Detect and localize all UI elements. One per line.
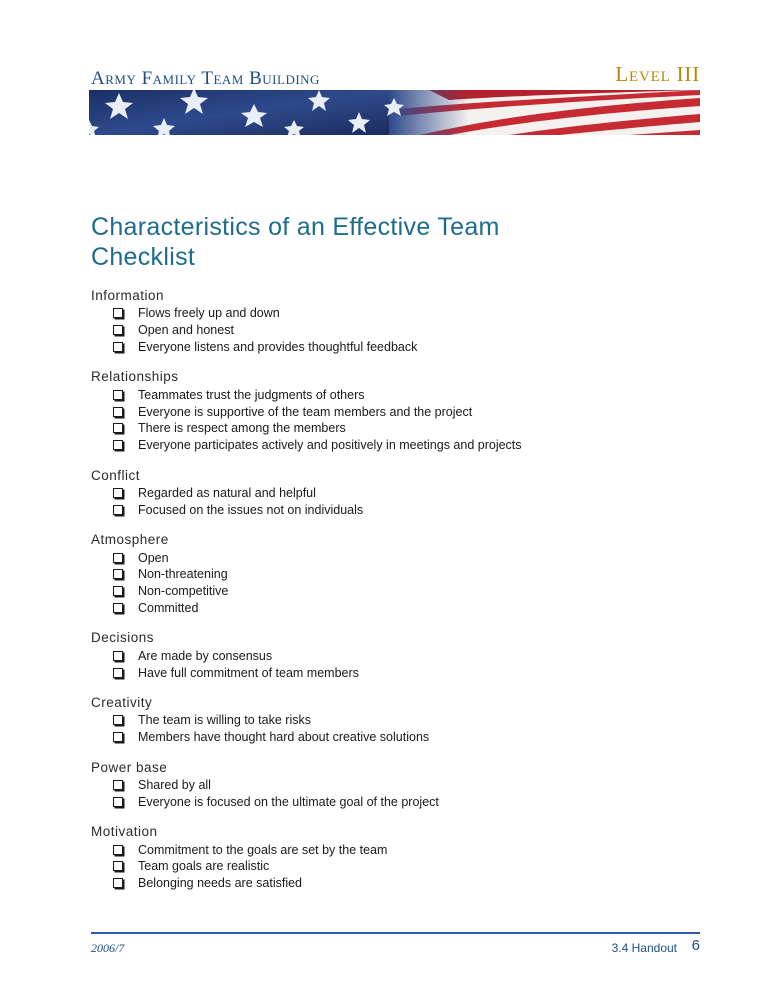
checkbox-icon[interactable]: [113, 797, 123, 807]
section-conflict: [91, 467, 691, 519]
checklist-item-text: Commitment to the goals are set by the team: [138, 842, 388, 857]
checkbox-icon[interactable]: [113, 861, 123, 871]
checklist-item[interactable]: [91, 485, 691, 502]
checkbox-icon[interactable]: [113, 845, 123, 855]
checkbox-icon[interactable]: [113, 440, 123, 450]
checklist-item[interactable]: [91, 712, 691, 729]
checklist-item-text: Regarded as natural and helpful: [138, 485, 316, 500]
checklist-item-text: The team is willing to take risks: [138, 713, 311, 728]
document-title-line1: Characteristics of an Effective Team: [91, 213, 500, 241]
checklist-item-text: Everyone listens and provides thoughtful feedback: [138, 339, 418, 354]
checkbox-icon[interactable]: [113, 732, 123, 742]
checkbox-icon[interactable]: [113, 505, 123, 515]
footer-handout-label: 3.4 Handout: [611, 941, 677, 955]
document-title: [91, 212, 651, 272]
checkbox-icon[interactable]: [113, 780, 123, 790]
checklist-item-text: Are made by consensus: [138, 648, 273, 663]
section-heading: Relationships: [91, 369, 179, 385]
checkbox-icon[interactable]: [113, 407, 123, 417]
checklist-item-text: Non-threatening: [138, 567, 228, 582]
checklist-item[interactable]: [91, 566, 691, 583]
section-heading: Atmosphere: [91, 532, 169, 548]
checklist-item-text: Focused on the issues not on individuals: [138, 502, 364, 517]
checkbox-icon[interactable]: [113, 603, 123, 613]
section-heading: Decisions: [91, 630, 155, 646]
checklist-item[interactable]: [91, 777, 691, 794]
checkbox-icon[interactable]: [113, 586, 123, 596]
checklist-item-text: There is respect among the members: [138, 421, 346, 436]
section-creativity: [91, 694, 691, 746]
level-label: Level III: [615, 62, 700, 86]
page-number: 6: [691, 937, 700, 954]
document-title-line2: Checklist: [91, 243, 196, 271]
checklist-item-text: Flows freely up and down: [138, 306, 280, 321]
section-heading: Conflict: [91, 467, 141, 483]
checklist-item-text: Have full commitment of team members: [138, 665, 359, 680]
footer-divider: [91, 932, 700, 934]
checklist-item[interactable]: [91, 420, 691, 437]
section-heading: Motivation: [91, 824, 158, 840]
checklist-item[interactable]: [91, 875, 691, 892]
checklist-item[interactable]: [91, 664, 691, 681]
checklist-item[interactable]: [91, 305, 691, 322]
checklist-item-text: Non-competitive: [138, 584, 229, 599]
checklist-item[interactable]: [91, 322, 691, 339]
checklist-item[interactable]: [91, 339, 691, 356]
footer-date: 2006/7: [91, 941, 125, 955]
checkbox-icon[interactable]: [113, 715, 123, 725]
flag-banner: [89, 90, 700, 135]
checkbox-icon[interactable]: [113, 569, 123, 579]
section-heading: Creativity: [91, 694, 153, 710]
checklist-item[interactable]: [91, 437, 691, 454]
checklist-item[interactable]: [91, 600, 691, 617]
checklist-item[interactable]: [91, 647, 691, 664]
checklist-item[interactable]: [91, 583, 691, 600]
checklist-item-text: Shared by all: [138, 777, 211, 792]
section-heading: Information: [91, 288, 165, 303]
checkbox-icon[interactable]: [113, 342, 123, 352]
checklist-item[interactable]: [91, 841, 691, 858]
checklist-item-text: Teammates trust the judgments of others: [138, 387, 365, 402]
section-decisions: [91, 629, 691, 681]
section-heading: Power base: [91, 759, 168, 775]
section-atmosphere: [91, 531, 691, 616]
checklist-item[interactable]: [91, 549, 691, 566]
checklist-item[interactable]: [91, 403, 691, 420]
section-relationships: [91, 368, 691, 453]
checkbox-icon[interactable]: [113, 390, 123, 400]
checklist-item-text: Belonging needs are satisfied: [138, 876, 303, 891]
checklist-item-text: Everyone is focused on the ultimate goal of the project: [138, 794, 439, 809]
checklist-sections: [91, 287, 691, 905]
program-title: Army Family Team Building: [91, 68, 320, 89]
checkbox-icon[interactable]: [113, 668, 123, 678]
checkbox-icon[interactable]: [113, 488, 123, 498]
checklist-item-text: Everyone is supportive of the team members and the project: [138, 404, 473, 419]
section-information: [91, 287, 691, 355]
checklist-item-text: Open and honest: [138, 323, 234, 338]
section-motivation: [91, 823, 691, 891]
checklist-item-text: Team goals are realistic: [138, 859, 270, 874]
checklist-item[interactable]: [91, 501, 691, 518]
section-power-base: [91, 759, 691, 811]
checkbox-icon[interactable]: [113, 553, 123, 563]
checklist-item[interactable]: [91, 729, 691, 746]
checklist-item-text: Committed: [138, 600, 199, 615]
checkbox-icon[interactable]: [113, 308, 123, 318]
checklist-item[interactable]: [91, 793, 691, 810]
checkbox-icon[interactable]: [113, 651, 123, 661]
checkbox-icon[interactable]: [113, 325, 123, 335]
checkbox-icon[interactable]: [113, 878, 123, 888]
checkbox-icon[interactable]: [113, 423, 123, 433]
checklist-item[interactable]: [91, 858, 691, 875]
checklist-item[interactable]: [91, 386, 691, 403]
checklist-item-text: Everyone participates actively and positively in meetings and projects: [138, 438, 522, 453]
checklist-item-text: Open: [138, 550, 169, 565]
checklist-item-text: Members have thought hard about creative solutions: [138, 730, 430, 745]
